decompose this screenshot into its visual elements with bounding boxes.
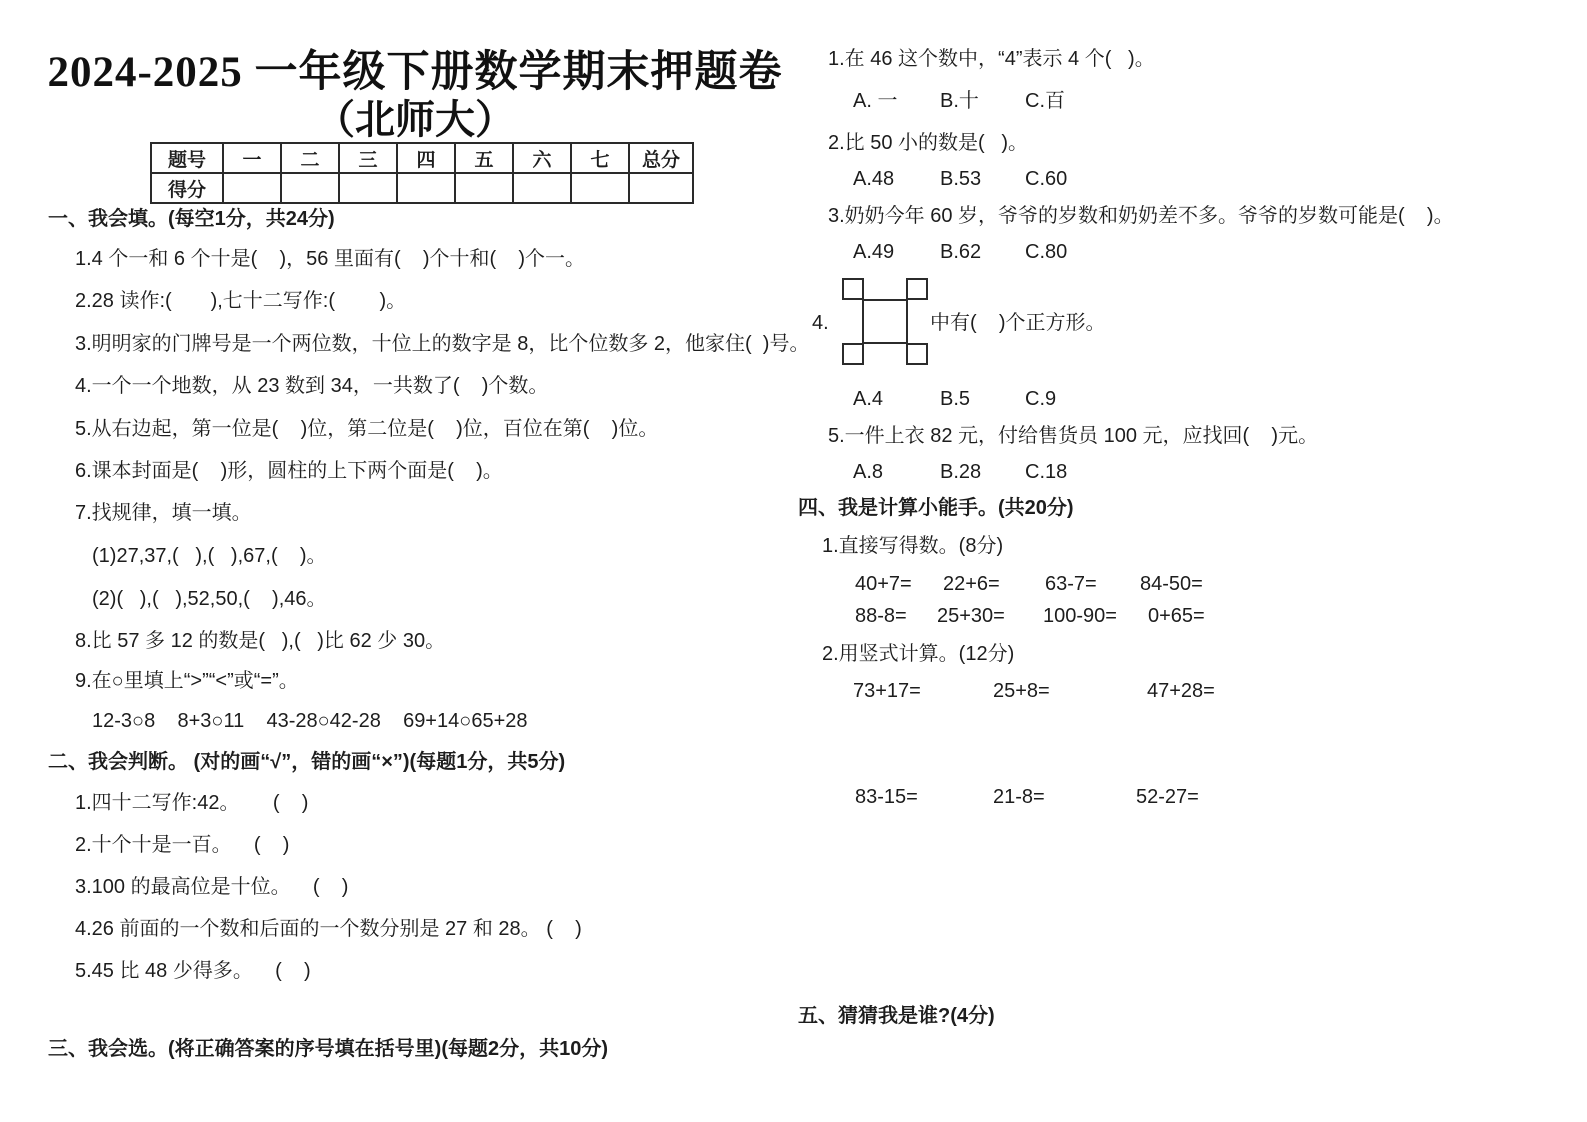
section-three-heading: 三、我会选。(将正确答案的序号填在括号里)(每题2分，共10分): [48, 1038, 609, 1060]
calc-expression: 73+17=: [853, 680, 921, 702]
score-cell: [629, 173, 693, 203]
choice-option: C.80: [1025, 241, 1068, 263]
score-table-header-cell: 七: [571, 143, 629, 173]
fill-item-3: 3.明明家的门牌号是一个两位数，十位上的数字是 8，比个位数多 2，他家住( )号。: [75, 333, 810, 355]
calc-expression: 88-8=: [855, 605, 907, 627]
score-label-cell: 得分: [151, 173, 223, 203]
score-table-header-cell: 四: [397, 143, 455, 173]
choice-option: A.8: [853, 461, 884, 483]
fill-item-7-2: (2)( ),( ),52,50,( ),46。: [92, 588, 327, 610]
fill-item-9-expressions: 12-3○8 8+3○11 43-28○42-28 69+14○65+28: [92, 710, 528, 732]
choice-question-4-text: 中有( )个正方形。: [930, 312, 1106, 334]
score-cell: [339, 173, 397, 203]
fill-item-6: 6.课本封面是( )形，圆柱的上下两个面是( )。: [75, 460, 503, 482]
exam-subtitle: （北师大）: [315, 97, 515, 142]
calc-expression: 63-7=: [1045, 573, 1097, 595]
choice-question-5: 5.一件上衣 82 元，付给售货员 100 元，应找回( )元。: [828, 425, 1319, 447]
choice-option: A.4: [853, 388, 884, 410]
calc-sub-2: 2.用竖式计算。(12分): [822, 643, 1015, 665]
calc-expression: 84-50=: [1140, 573, 1203, 595]
choice-option: C.18: [1025, 461, 1068, 483]
choice-question-3: 3.奶奶今年 60 岁，爷爷的岁数和奶奶差不多。爷爷的岁数可能是( )。: [828, 205, 1454, 227]
fill-item-2: 2.28 读作:( ),七十二写作:( )。: [75, 290, 407, 312]
score-table-header-cell: 一: [223, 143, 281, 173]
fill-item-5: 5.从右边起，第一位是( )位，第二位是( )位，百位在第( )位。: [75, 418, 659, 440]
squares-figure: [842, 278, 932, 368]
fill-item-4: 4.一个一个地数，从 23 数到 34，一共数了( )个数。: [75, 375, 549, 397]
score-table-score-row: [151, 173, 693, 203]
choice-option: A. 一: [853, 90, 898, 112]
score-table-header-cell: 六: [513, 143, 571, 173]
choice-options-3: [853, 239, 1273, 266]
section-one-heading: 一、我会填。(每空1分，共24分): [48, 208, 335, 230]
choice-options-1: [853, 88, 1273, 115]
choice-option: C.百: [1025, 90, 1065, 112]
judge-item-4: 4.26 前面的一个数和后面的一个数分别是 27 和 28。 ( ): [75, 918, 582, 940]
choice-options-5: [853, 459, 1273, 486]
score-table-header-cell: 三: [339, 143, 397, 173]
choice-option: B.28: [940, 461, 982, 483]
judge-item-2: 2.十个十是一百。 ( ): [75, 834, 290, 856]
figure-corner-square: [906, 343, 928, 365]
calc-expression: 100-90=: [1043, 605, 1117, 627]
figure-corner-square: [906, 278, 928, 300]
choice-question-4-number: 4.: [812, 312, 829, 334]
choice-option: A.49: [853, 241, 895, 263]
calc-expression: 0+65=: [1148, 605, 1205, 627]
choice-question-1: 1.在 46 这个数中，“4”表示 4 个( )。: [828, 48, 1155, 70]
calc-row-1: [855, 571, 1275, 598]
score-cell: [513, 173, 571, 203]
calc-expression: 25+30=: [937, 605, 1005, 627]
score-table-header-cell: 题号: [151, 143, 223, 173]
calc-expression: 22+6=: [943, 573, 1000, 595]
calc-sub-1: 1.直接写得数。(8分): [822, 535, 1004, 557]
choice-option: B.十: [940, 90, 979, 112]
figure-center-square: [862, 299, 908, 344]
figure-corner-square: [842, 278, 864, 300]
calc-row-3: [853, 678, 1273, 705]
score-table-header-cell: 五: [455, 143, 513, 173]
choice-options-4: [853, 386, 1273, 413]
score-cell: [455, 173, 513, 203]
fill-item-8: 8.比 57 多 12 的数是( ),( )比 62 少 30。: [75, 630, 446, 652]
score-table-header-cell: 二: [281, 143, 339, 173]
calc-expression: 21-8=: [993, 786, 1045, 808]
choice-question-2: 2.比 50 小的数是( )。: [828, 132, 1029, 154]
choice-options-2: [853, 166, 1273, 193]
calc-expression: 52-27=: [1136, 786, 1199, 808]
section-four-heading: 四、我是计算小能手。(共20分): [798, 497, 1074, 519]
choice-option: A.48: [853, 168, 895, 190]
exam-title: 2024-2025 一年级下册数学期末押题卷: [47, 49, 783, 96]
figure-corner-square: [842, 343, 864, 365]
calc-row-4: [855, 784, 1275, 811]
judge-item-5: 5.45 比 48 少得多。 ( ): [75, 960, 311, 982]
calc-expression: 25+8=: [993, 680, 1050, 702]
judge-item-1: 1.四十二写作:42。 ( ): [75, 792, 309, 814]
score-table-header-row: [151, 143, 693, 173]
fill-item-1: 1.4 个一和 6 个十是( )，56 里面有( )个十和( )个一。: [75, 248, 586, 270]
score-cell: [571, 173, 629, 203]
score-cell: [223, 173, 281, 203]
calc-expression: 83-15=: [855, 786, 918, 808]
fill-item-9: 9.在○里填上“>”“<”或“=”。: [75, 670, 299, 692]
score-table: [150, 142, 694, 204]
score-table-header-cell: 总分: [629, 143, 693, 173]
choice-option: B.53: [940, 168, 982, 190]
choice-option: C.60: [1025, 168, 1068, 190]
section-two-heading: 二、我会判断。 (对的画“√”，错的画“×”)(每题1分，共5分): [48, 751, 566, 773]
fill-item-7-1: (1)27,37,( ),( ),67,( )。: [92, 545, 327, 567]
judge-item-3: 3.100 的最高位是十位。 ( ): [75, 876, 349, 898]
section-five-heading: 五、猜猜我是谁?(4分): [798, 1005, 995, 1027]
score-cell: [281, 173, 339, 203]
fill-item-7: 7.找规律，填一填。: [75, 502, 252, 524]
calc-row-2: [855, 603, 1275, 630]
calc-expression: 40+7=: [855, 573, 912, 595]
choice-option: B.5: [940, 388, 971, 410]
choice-option: B.62: [940, 241, 982, 263]
score-cell: [397, 173, 455, 203]
choice-option: C.9: [1025, 388, 1057, 410]
calc-expression: 47+28=: [1147, 680, 1215, 702]
